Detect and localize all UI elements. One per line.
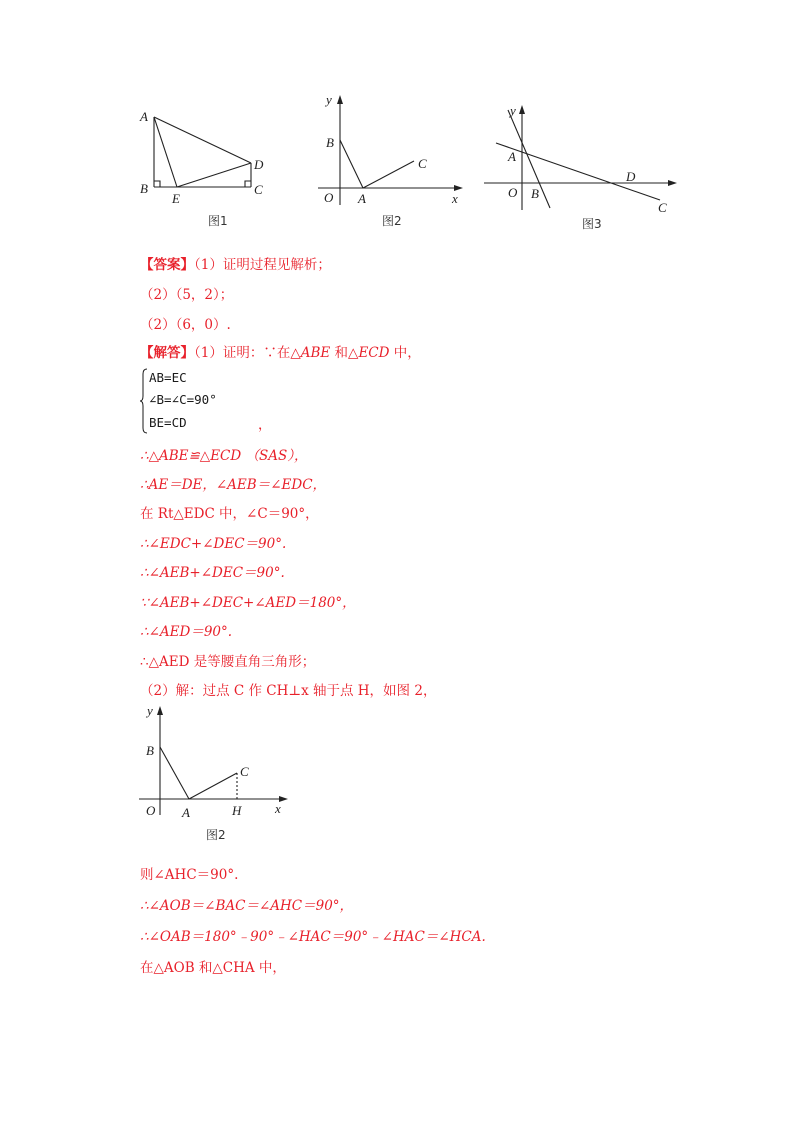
brace-icon (140, 368, 148, 434)
solution-in: 中， (389, 345, 421, 361)
answer-line-3: （2）（6，0）. (140, 317, 231, 333)
solution-line-s12: ∴∠OAB＝180°﹣90°﹣∠HAC＝90°﹣∠HAC＝∠HCA. (140, 929, 486, 945)
solution-line-s13: 在△AOB 和△CHA 中， (140, 960, 286, 976)
triangle-abe: ABE (300, 345, 331, 361)
figure-2-with-h (135, 703, 295, 821)
solution-line-s4: ∴∠EDC+∠DEC＝90°. (140, 536, 287, 552)
solution-and: 和△ (330, 345, 359, 361)
fig1-caption: 图1 (208, 214, 228, 228)
solution-line-s9: （2）解：过点 C 作 CH⊥x 轴于点 H，如图 2， (140, 683, 437, 699)
fig2b-label-c: C (240, 764, 249, 779)
solution-tag: 【解答】 (140, 345, 194, 361)
fig2-label-y: y (326, 92, 332, 107)
fig3-label-a: A (508, 149, 516, 164)
fig2-label-c: C (418, 156, 427, 171)
fig2b-label-x: x (275, 801, 281, 816)
solution-line-s2: ∴AE＝DE，∠AEB＝∠EDC， (140, 477, 327, 493)
system-row-3: BE=CD (149, 415, 187, 430)
fig1-label-c: C (254, 182, 263, 197)
figure-1 (130, 100, 280, 210)
equation-system (140, 368, 250, 434)
solution-line-1 (140, 344, 421, 362)
solution-line-s11: ∴∠AOB＝∠BAC＝∠AHC＝90°， (140, 898, 354, 914)
fig2-label-a: A (358, 191, 366, 206)
fig3-label-o: O (508, 185, 518, 200)
answer-line-2: （2）（5，2）； (140, 287, 234, 303)
solution-line-s10: 则∠AHC＝90°. (140, 867, 239, 883)
fig2b-label-o: O (146, 803, 156, 818)
fig2-label-x: x (452, 191, 458, 206)
fig2b-caption: 图2 (206, 828, 226, 842)
fig1-label-d: D (254, 157, 264, 172)
solution-line-s8: ∴△AED 是等腰直角三角形； (140, 654, 316, 670)
fig3-caption: 图3 (582, 217, 602, 231)
fig1-label-b: B (140, 181, 148, 196)
solution-line-s7: ∴∠AED＝90°. (140, 624, 233, 640)
answer-tag: 【答案】 (140, 257, 194, 273)
fig2-label-b: B (326, 135, 334, 150)
system-comma: ， (258, 417, 272, 433)
solution-line-s1: ∴△ABE≌△ECD （SAS）， (140, 448, 308, 464)
fig2b-label-b: B (146, 743, 154, 758)
solution-intro: （1）证明：∵在△ (194, 345, 301, 361)
fig3-label-c: C (658, 200, 667, 215)
solution-line-s6: ∵∠AEB+∠DEC+∠AED＝180°， (140, 595, 356, 611)
fig2b-label-a: A (182, 805, 190, 820)
system-row-1: AB=EC (149, 370, 187, 385)
fig1-label-a: A (140, 109, 148, 124)
fig3-label-b: B (531, 186, 539, 201)
fig1-label-e: E (172, 191, 180, 206)
solution-line-s3: 在 Rt△EDC 中，∠C＝90°， (140, 506, 319, 522)
solution-line-s5: ∴∠AEB+∠DEC＝90°. (140, 565, 285, 581)
fig2-caption: 图2 (382, 214, 402, 228)
answer-line-1 (140, 256, 331, 274)
answer-part-1: （1）证明过程见解析； (194, 257, 331, 273)
triangle-ecd: ECD (358, 345, 390, 361)
fig2b-label-h: H (232, 803, 242, 818)
system-row-2: ∠B=∠C=90° (149, 392, 217, 407)
figure-2 (310, 90, 470, 210)
fig3-label-y: y (510, 103, 516, 118)
fig2b-label-y: y (147, 703, 153, 718)
fig2-label-o: O (324, 190, 334, 205)
fig3-label-d: D (626, 169, 636, 184)
figure-3 (480, 100, 680, 215)
